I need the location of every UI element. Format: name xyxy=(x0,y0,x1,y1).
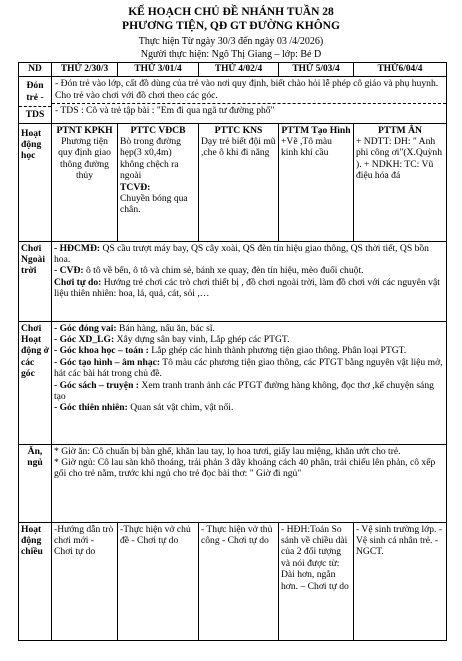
outdoor-hdcmd-text: QS cầu trượt máy bay, QS cây xoài, QS đèn tín hiệu giao thông, QS thời tiết, QS bồn hoa. xyxy=(54,242,429,266)
activity-mon-subject: PTNT KPKH xyxy=(56,124,113,136)
outdoor-free-text: Hướng trẻ chơi các trò chơi thiết bị , đồ chơi ngoài trời, làm đồ chơi với các nguyên vật liệu thiên nhiên: hoa, lá, quả, cát, sỏi ,… xyxy=(54,276,440,300)
row-label-meal: Ăn, ngủ xyxy=(19,444,52,522)
activity-thu-body: +Vẽ ,Tô màu kinh khí cầu xyxy=(281,136,332,159)
tds-text: - TDS : Cô và trẻ tập bài : "Em đi qua ngã tư đường phố" xyxy=(55,104,275,116)
corner-item-value: Quan sát vật chìm, vật nổi. xyxy=(127,402,234,414)
corner-item-key: - Góc sách – truyện : xyxy=(54,379,139,391)
corner-item-value: Bán hàng, nấu ăn, bác sĩ. xyxy=(116,322,215,334)
outdoor-content xyxy=(52,241,447,321)
corners-content xyxy=(52,321,447,444)
afternoon-tue: -Thực hiện vở chủ đề - Chơi tự do xyxy=(118,522,199,640)
welcome-content xyxy=(52,77,447,123)
table-row-activity xyxy=(19,123,447,241)
afternoon-thu: - HĐH:Toán So sánh về chiều dài của 2 đối tượng và nói được từ: Dài hơn, ngắn hơn. – Chơi tự do xyxy=(279,522,354,640)
activity-tue-extra: Chuyền bóng qua chân. xyxy=(120,193,188,216)
table-row-outdoor xyxy=(19,241,447,321)
corner-item xyxy=(54,402,444,413)
corner-item-value: Tô màu các phương tiện giao thông, các PTGT bằng nguyên vật liệu mở, hát các bài hát trong chủ đề. xyxy=(54,356,443,380)
outdoor-free-label: Chơi tự do: xyxy=(54,276,102,288)
outdoor-line-1 xyxy=(54,243,444,266)
corner-item xyxy=(54,334,444,345)
corner-item xyxy=(54,323,444,334)
row-label-welcome xyxy=(19,77,52,123)
outdoor-hdcmd-label: - HĐCMĐ: xyxy=(54,242,101,254)
col-header-nd: ND xyxy=(19,63,52,77)
corner-item xyxy=(54,380,444,403)
meal-content xyxy=(52,444,447,522)
activity-wed xyxy=(199,123,279,241)
corner-item-key: - Góc XD_LG: xyxy=(54,334,115,346)
afternoon-mon: -Hướng dẫn trò chơi mới - Chơi tự do xyxy=(52,522,118,640)
activity-fri-body: + NDTT: DH: " Anh phi công ơi"(X.Quỳnh ). + NDKH: TC: Vũ điệu hóa đá xyxy=(356,136,442,182)
corner-item-key: - Góc khoa học – toán : xyxy=(54,345,149,357)
table-row-meal xyxy=(19,444,447,522)
activity-tue xyxy=(118,123,199,241)
plan-teacher: Người thực hiện: Ngô Thị Giang – lớp: Bé D xyxy=(140,49,322,60)
row-label-afternoon: Hoạt động chiều xyxy=(19,522,52,640)
corner-item-key: - Góc thiên nhiên: xyxy=(54,402,128,414)
col-header-mon: THỨ 2/30/3 xyxy=(52,63,118,77)
col-header-tue: THỨ 3/01/4 xyxy=(118,63,199,77)
col-header-thu: THỨ 5/03/4 xyxy=(279,63,354,77)
outdoor-line-2 xyxy=(54,265,444,276)
row-label-activity: Hoạt động học xyxy=(19,123,52,241)
activity-wed-body: Dạy trẻ biết đội mũ ,che ô khi đi nắng xyxy=(201,136,276,159)
meal-eat-text: * Giờ ăn: Cô chuẩn bị bàn ghế, khăn lau tay, lọ hoa tươi, giấy lau miệng, khăn ướt cho trẻ. xyxy=(54,445,401,457)
weekly-plan-table xyxy=(18,62,447,641)
table-header-row xyxy=(19,63,447,77)
plan-title: KẾ HOẠCH CHỦ ĐỀ NHÁNH TUẦN 28 xyxy=(128,6,334,18)
corner-item-key: - Góc tạo hình – âm nhạc: xyxy=(54,356,161,368)
col-header-wed: THỨ 4/02/4 xyxy=(199,63,279,77)
row-label-corners: Chơi Hoạt động ở các góc xyxy=(19,321,52,444)
plan-subtitle: PHƯƠNG TIỆN, QĐ GT ĐƯỜNG KHÔNG xyxy=(122,20,340,32)
activity-tue-subject: PTTC VĐCB xyxy=(130,124,186,136)
corner-item xyxy=(54,357,444,380)
welcome-text: - Đón trẻ vào lớp, cất đồ dùng của trẻ vào nơi quy định, biết chào hỏi lễ phép cô giáo và phụ huynh. Cho trẻ vào chơi với đồ chơi theo các góc. xyxy=(52,77,446,103)
table-row-welcome xyxy=(19,77,447,123)
row-label-welcome-bottom: TDS xyxy=(25,109,45,121)
corner-item-key: - Góc đóng vai: xyxy=(54,322,117,334)
corner-item xyxy=(54,345,444,356)
activity-fri-subject: PTTM ÂN xyxy=(378,124,422,136)
outdoor-cvd-label: - CVĐ: xyxy=(54,265,84,277)
activity-wed-subject: PTTC KNS xyxy=(214,124,263,136)
activity-tue-body: Bò trong đường hẹp(3 x0,4m) không chệch ra ngoài xyxy=(120,136,181,182)
activity-mon-body: Phương tiện quy định giao thông đường thủy xyxy=(58,136,111,182)
activity-thu-subject: PTTM Tạo Hình xyxy=(281,124,351,136)
row-label-outdoor: Chơi Ngoài trời xyxy=(19,241,52,321)
outdoor-line-3 xyxy=(54,277,444,300)
corner-item-value: Xây dựng sân bay vinh, Lắp ghép các PTGT. xyxy=(114,334,290,346)
row-label-welcome-top: Đón trẻ - xyxy=(19,77,51,107)
plan-dates: Thực hiện Từ ngày 30/3 đến ngày 03 /4/2026) xyxy=(138,36,324,47)
meal-sleep-text: * Giờ ngủ: Cô lau sàn khô thoáng, trải phản 3 dãy khoảng cách 40 phân, trải chiếu lên phản, cô xếp gối cho trẻ nằm, trước khi ngủ cho trẻ đọc bài thơ: " Giờ đi ngủ" xyxy=(54,457,436,480)
activity-thu xyxy=(279,123,354,241)
col-header-fri: THỨ6/04/4 xyxy=(354,63,447,77)
afternoon-fri: - Vệ sinh trường lớp. - Vệ sinh cá nhân trẻ. - NGCT. xyxy=(354,522,447,640)
activity-tue-extra-label: TCVĐ: xyxy=(120,181,151,193)
activity-fri xyxy=(354,123,447,241)
table-row-afternoon xyxy=(19,522,447,640)
corner-item-value: Lắp ghép các hình thành phương tiện giao thông. Phân loại PTGT. xyxy=(148,345,407,357)
afternoon-wed: - Thực hiện vở thủ công - Chơi tự do xyxy=(199,522,279,640)
outdoor-cvd-text: ô tô về bến, ô tô và chim sẻ, bánh xe quay, đèn tín hiệu, mèo đuổi chuột. xyxy=(83,265,364,277)
activity-mon xyxy=(52,123,118,241)
table-row-corners xyxy=(19,321,447,444)
corner-item-value: Xem tranh tranh ảnh các PTGT đường hàng không, đọc thơ ,kể chuyện sáng tạo xyxy=(54,379,434,403)
